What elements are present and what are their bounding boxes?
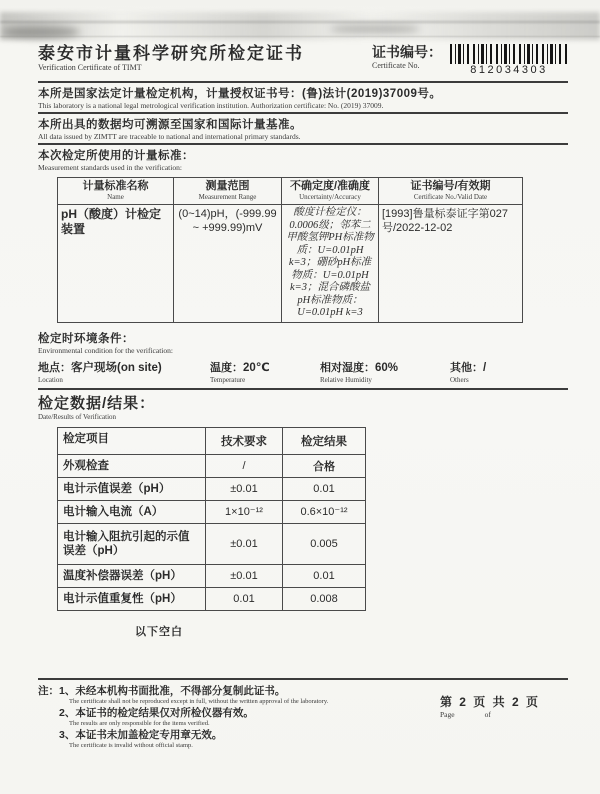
note-en: The results are only responsible for the items verified. (69, 720, 210, 727)
note-en: The certificate shall not be reproduced except in full, without the written approval of the laboratory. (69, 698, 329, 705)
env-temperature-label-en: Temperature (210, 375, 246, 384)
blank-below-note: 以下空白 (135, 625, 183, 638)
certificate-footer (38, 678, 568, 751)
result-value-cell: 0.01 (283, 477, 366, 500)
footer-note (59, 707, 328, 728)
barcode-icon (450, 44, 568, 64)
env-location-label: 地点： (38, 361, 71, 374)
environment-heading-cn: 检定时环境条件： (38, 332, 134, 345)
header-label-en: Name (107, 193, 124, 201)
scan-artifact-line (0, 36, 600, 37)
results-header-result: 检定结果 (283, 427, 366, 454)
result-value-cell: 0.005 (283, 523, 366, 564)
env-humidity-label-en: Relative Humidity (320, 375, 372, 384)
result-requirement-cell: ±0.01 (206, 523, 283, 564)
standard-name-cell: pH（酸度）计检定装置 (58, 205, 174, 323)
of-word: of (484, 710, 491, 719)
header-label-en: Certificate No./Valid Date (413, 193, 488, 201)
certificate-number: 812034303 (470, 64, 548, 76)
standard-certificate-cell: [1993]鲁量标泰证字第027号/2022-12-02 (379, 205, 523, 323)
env-item-humidity (320, 361, 450, 385)
standards-table (57, 177, 523, 323)
header-label-cn: 测量范围 (205, 180, 250, 192)
header-label-cn: 不确定度/准确度 (289, 180, 371, 192)
result-item-cell: 电计示值重复性（pH） (58, 587, 206, 610)
env-others-label: 其他： (450, 361, 483, 374)
results-header-requirement: 技术要求 (206, 427, 283, 454)
results-heading-en: Date/Results of Verification (38, 412, 117, 421)
results-header-row (58, 427, 366, 454)
statement-cn: 本次检定所使用的计量标准： (38, 150, 194, 162)
scan-artifact-smudge (2, 26, 80, 38)
statement-authorization (38, 83, 568, 114)
page-number-en (440, 710, 540, 719)
env-temperature-label: 温度： (210, 361, 243, 374)
result-value-cell: 0.01 (283, 564, 366, 587)
env-humidity-label: 相对湿度： (320, 361, 375, 374)
result-item-cell: 电计输入电流（A） (58, 500, 206, 523)
env-item-others (450, 361, 568, 385)
results-row (58, 523, 366, 564)
header-label-en: Measurement Range (198, 193, 257, 201)
env-location-value: 客户现场(on site) (71, 361, 162, 374)
page-subtitle: Verification Certificate of TIMT (38, 63, 142, 72)
standards-header-certificate (379, 178, 523, 205)
note-cn: 3、本证书未加盖检定专用章无效。 (59, 729, 223, 741)
results-row (58, 587, 366, 610)
result-requirement-cell: ±0.01 (206, 477, 283, 500)
result-requirement-cell: 0.01 (206, 587, 283, 610)
footer-note (59, 685, 328, 706)
results-table (57, 427, 366, 611)
results-row (58, 500, 366, 523)
header-label-en: Uncertainty/Accuracy (299, 193, 361, 201)
notes-label: 注： (38, 685, 59, 697)
certificate-no-label: 证书编号： (372, 44, 442, 60)
certificate-header (38, 44, 568, 77)
note-cn: 1、未经本机构书面批准，不得部分复制此证书。 (59, 685, 286, 697)
result-value-cell: 0.008 (283, 587, 366, 610)
result-requirement-cell: ±0.01 (206, 564, 283, 587)
scan-artifact-smudge (330, 24, 420, 34)
statement-standards-intro (38, 145, 568, 174)
header-label-cn: 计量标准名称 (82, 180, 149, 192)
results-row (58, 454, 366, 477)
certificate-no-label-en: Certificate No. (372, 61, 420, 70)
page-number (440, 693, 540, 751)
results-row (58, 564, 366, 587)
statement-en: This laboratory is a national legal metrological verification institution. Authorization certificate: No. (2019) 37009. (38, 101, 384, 110)
result-requirement-cell: 1×10⁻¹² (206, 500, 283, 523)
result-item-cell: 温度补偿器误差（pH） (58, 564, 206, 587)
statement-en: Measurement standards used in the verification: (38, 163, 182, 172)
standards-header-uncertainty (282, 178, 379, 205)
standard-uncertainty-cell: 酸度计检定仪：0.0006级；邻苯二甲酸氢钾PH标准物质：U=0.01pH k=3；硼砂pH标准物质：U=0.01pH k=3；混合磷酸盐pH标准物质：U=0.01pH k=3 (282, 205, 379, 323)
results-heading: 检定数据/结果： (38, 394, 156, 412)
result-value-cell: 0.6×10⁻¹² (283, 500, 366, 523)
result-value-cell: 合格 (283, 454, 366, 477)
footer-note (59, 729, 328, 750)
standards-header-name (58, 178, 174, 205)
statement-en: All data issued by ZIMTT are traceable to national and international primary standards. (38, 132, 301, 141)
env-location-label-en: Location (38, 375, 63, 384)
page-word: Page (439, 710, 455, 719)
results-row (58, 477, 366, 500)
env-humidity-value: 60% (375, 361, 399, 374)
header-label-cn: 证书编号/有效期 (410, 180, 491, 192)
scan-artifact-line (0, 21, 600, 23)
result-item-cell: 电计输入阻抗引起的示值误差（pH） (58, 523, 206, 564)
statement-cn: 本所出具的数据均可溯源至国家和国际计量基准。 (38, 119, 302, 131)
environment-heading (38, 328, 568, 357)
standards-header-row (58, 178, 523, 205)
env-item-temperature (210, 361, 320, 385)
note-en: The certificate is invalid without official stamp. (69, 742, 193, 749)
result-item-cell: 外观检查 (58, 454, 206, 477)
standards-header-range (174, 178, 282, 205)
page-number-cn: 第 2 页 共 2 页 (439, 695, 540, 709)
note-cn: 2、本证书的检定结果仅对所检仪器有效。 (59, 707, 254, 719)
env-others-label-en: Others (450, 375, 469, 384)
statement-traceability (38, 114, 568, 145)
result-requirement-cell: / (206, 454, 283, 477)
environment-row (38, 361, 568, 390)
env-item-location (38, 361, 210, 385)
standard-range-cell: (0~14)pH，(-999.99 ~ +999.99)mV (174, 205, 282, 323)
env-others-value: / (483, 361, 487, 374)
footer-notes (38, 685, 328, 751)
page-title: 泰安市计量科学研究所检定证书 (38, 44, 304, 63)
standards-data-row (58, 205, 523, 323)
environment-heading-en: Environmental condition for the verification: (38, 345, 173, 355)
results-header-item: 检定项目 (58, 427, 206, 454)
statement-cn: 本所是国家法定计量检定机构，计量授权证书号：(鲁)法计(2019)37009号。 (38, 88, 442, 100)
env-temperature-value: 20℃ (243, 361, 270, 374)
result-item-cell: 电计示值误差（pH） (58, 477, 206, 500)
